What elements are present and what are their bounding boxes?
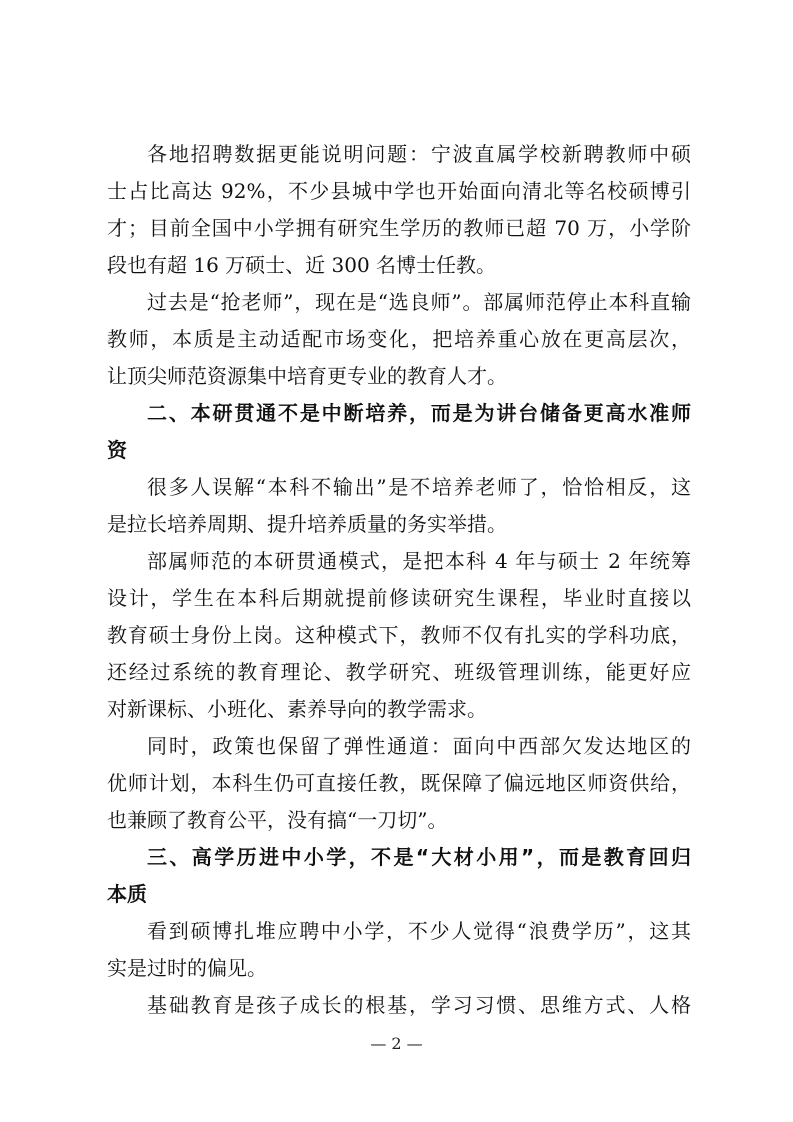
text-line: 让顶尖师范资源集中培育更专业的教育人才。 <box>107 364 507 388</box>
text-line: 优师计划，本科生仍可直接任教，既保障了偏远地区师资供给， <box>107 771 691 795</box>
text-line: 是拉长培养周期、提升培养质量的务实举措。 <box>107 512 507 536</box>
section-heading <box>107 839 691 913</box>
text-line: 还经过系统的教育理论、教学研究、班级管理训练，能更好应 <box>107 660 691 684</box>
paragraph <box>107 136 691 284</box>
section-heading <box>107 395 691 469</box>
text-line: 对新课标、小班化、素养导向的教学需求。 <box>107 697 487 721</box>
text-line: 同时，政策也保留了弹性通道：面向中西部欠发达地区的 <box>147 734 691 758</box>
text-line: 设计，学生在本科后期就提前修读研究生课程，毕业时直接以 <box>107 586 691 610</box>
text-line: 段也有超 16 万硕士、近 300 名博士任教。 <box>107 253 497 277</box>
text-line: 也兼顾了教育公平，没有搞“一刀切”。 <box>107 808 448 832</box>
text-line: 三、高学历进中小学，不是“大材小用”，而是教育回归 <box>147 845 691 869</box>
paragraph <box>107 728 691 839</box>
paragraph <box>107 987 691 1024</box>
text-line: 实是过时的偏见。 <box>107 956 267 980</box>
text-line: 各地招聘数据更能说明问题：宁波直属学校新聘教师中硕 <box>147 142 691 166</box>
text-line: 看到硕博扎堆应聘中小学，不少人觉得“浪费学历”，这其 <box>147 919 691 943</box>
paragraph <box>107 543 691 728</box>
text-line: 很多人误解“本科不输出”是不培养老师了，恰恰相反，这 <box>147 475 691 499</box>
text-line: 部属师范的本研贯通模式，是把本科 4 年与硕士 2 年统筹 <box>147 549 691 573</box>
text-line: 基础教育是孩子成长的根基，学习习惯、思维方式、人格 <box>147 993 691 1017</box>
text-line: 本质 <box>107 882 147 906</box>
text-line: 教师，本质是主动适配市场变化，把培养重心放在更高层次， <box>107 327 691 351</box>
text-line: 过去是“抢老师”，现在是“选良师”。部属师范停止本科直输 <box>147 290 691 314</box>
paragraph <box>107 913 691 987</box>
document-body <box>107 136 691 1024</box>
text-line: 资 <box>107 438 127 462</box>
text-line: 教育硕士身份上岗。这种模式下，教师不仅有扎实的学科功底， <box>107 623 691 647</box>
text-line: 才；目前全国中小学拥有研究生学历的教师已超 70 万，小学阶 <box>107 216 691 240</box>
text-line: 士占比高达 92%，不少县城中学也开始面向清北等名校硕博引 <box>107 179 691 203</box>
text-line: 二、本研贯通不是中断培养，而是为讲台储备更高水准师 <box>147 401 691 425</box>
page-number: — 2 — <box>370 1034 423 1053</box>
paragraph <box>107 469 691 543</box>
paragraph <box>107 284 691 395</box>
